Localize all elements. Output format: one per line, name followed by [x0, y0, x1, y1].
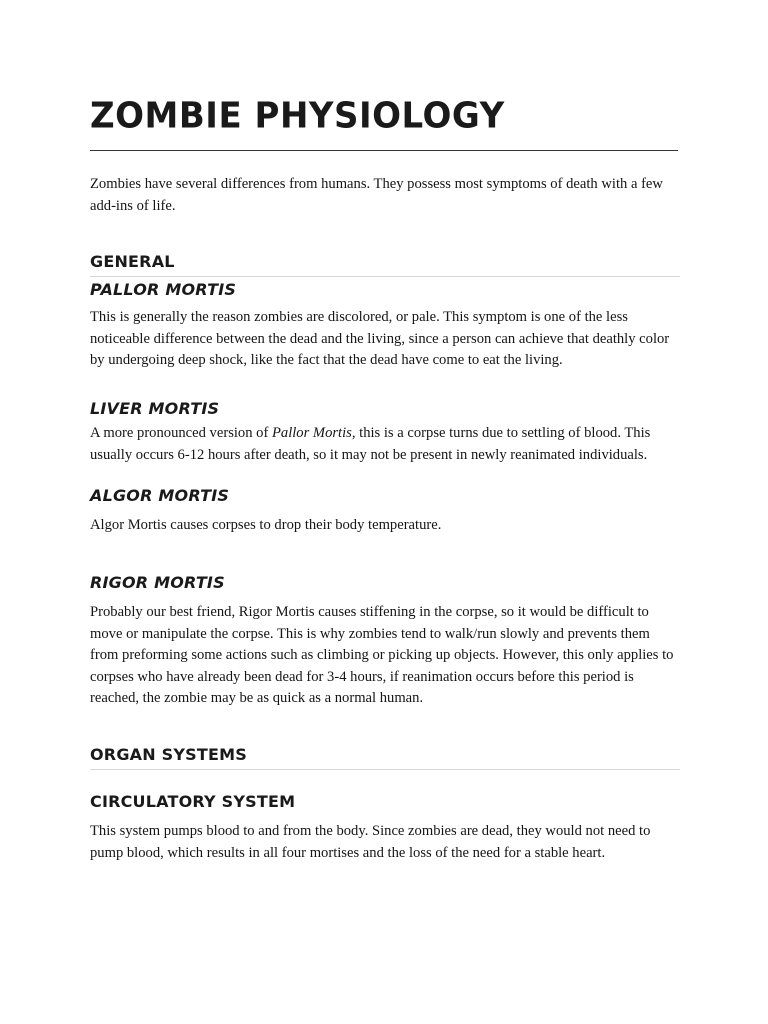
section-heading-general: GENERAL [90, 252, 175, 271]
page-title: ZOMBIE PHYSIOLOGY [90, 95, 505, 138]
subheading-circulatory-system: CIRCULATORY SYSTEM [90, 792, 296, 811]
liver-text-before: A more pronounced version of [90, 425, 272, 441]
liver-text-after: this is a corpse turns due to settling of blood. This usually occurs 6-12 hours after death, so it may not be present in newly reanimated individuals. [90, 425, 651, 463]
paragraph-liver-mortis [90, 423, 680, 466]
paragraph-pallor-mortis: This is generally the reason zombies are discolored, or pale. This symptom is one of the less noticeable difference between the dead and the living, since a person can achieve that deathly color by undergoing deep shock, like the fact that the dead have come to eat the living. [90, 309, 670, 368]
liver-text-emphasis: Pallor Mortis, [271, 425, 356, 441]
title-divider [90, 150, 678, 151]
section-divider-general [90, 276, 680, 277]
section-divider-organ-systems [90, 769, 680, 770]
intro-paragraph: Zombies have several differences from humans. They possess most symptoms of death with a few add-ins of life. [90, 176, 663, 214]
subheading-liver-mortis: LIVER MORTIS [90, 399, 220, 418]
paragraph-rigor-mortis: Probably our best friend, Rigor Mortis causes stiffening in the corpse, so it would be difficult to move or manipulate the corpse. This is why zombies tend to walk/run slowly and prevents them from preforming some actions such as climbing or picking up objects. However, this only applies to corpses who have already been dead for 3-4 hours, if reanimation occurs before this period is reached, the zombie may be as quick as a normal human. [90, 604, 674, 706]
subheading-algor-mortis: ALGOR MORTIS [90, 486, 230, 505]
paragraph-algor-mortis: Algor Mortis causes corpses to drop their body temperature. [90, 517, 442, 533]
paragraph-circulatory-system: This system pumps blood to and from the body. Since zombies are dead, they would not need to pump blood, which results in all four mortises and the loss of the need for a stable heart. [90, 823, 651, 861]
subheading-pallor-mortis: PALLOR MORTIS [90, 280, 237, 299]
section-heading-organ-systems: ORGAN SYSTEMS [90, 745, 247, 764]
subheading-rigor-mortis: RIGOR MORTIS [90, 573, 225, 592]
